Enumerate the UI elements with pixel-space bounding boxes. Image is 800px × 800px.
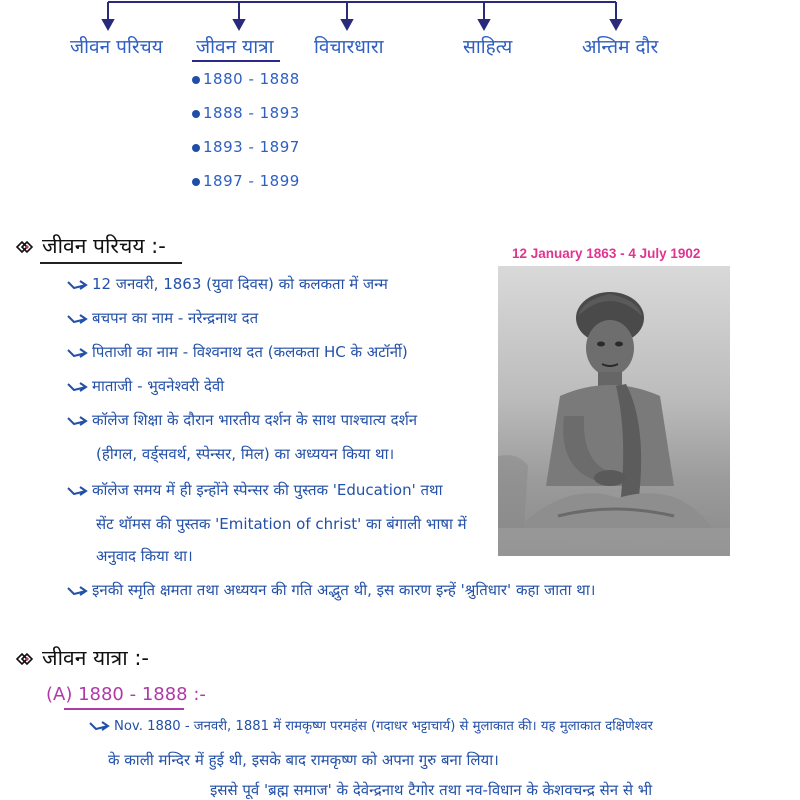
branch-sahitya: साहित्य <box>463 36 513 58</box>
bullet-dot-icon <box>192 144 200 152</box>
intro-point: इनकी स्मृति क्षमता तथा अध्ययन की गति अद्भुत थी, इस कारण इन्हें 'श्रुतिधार' कहा जाता था। <box>66 580 595 600</box>
hand-arrow-icon <box>66 415 88 427</box>
journey-line: इससे पूर्व 'ब्रह्म समाज' के देवेन्द्रनाथ टैगोर तथा नव-विधान के केशवचन्द्र सेन से भी <box>210 781 653 799</box>
timeline-item: 1888 - 1893 <box>192 104 300 122</box>
hand-arrow-icon <box>66 485 88 497</box>
intro-point: कॉलेज समय में ही इन्होंने स्पेन्सर की पुस्तक 'Education' तथा <box>66 480 443 500</box>
intro-point-continuation: अनुवाद किया था। <box>96 547 193 565</box>
section-underline <box>40 262 182 264</box>
branch-jivan-parichay: जीवन परिचय <box>70 36 163 58</box>
branch-underline <box>192 60 280 62</box>
branch-vichardhara: विचारधारा <box>314 36 384 58</box>
diamond-bullet-icon <box>16 651 38 667</box>
hand-arrow-icon <box>66 313 88 325</box>
diamond-bullet-icon <box>16 239 38 255</box>
journey-line: Nov. 1880 - जनवरी, 1881 में रामकृष्ण परमहंस (गदाधर भट्टाचार्य) से मुलाकात की। यह मुलाकात दक्षिणेश्वर <box>88 716 653 734</box>
intro-point-continuation: (हीगल, वर्ड्सवर्थ, स्पेन्सर, मिल) का अध्ययन किया था। <box>96 445 395 463</box>
timeline-item: 1897 - 1899 <box>192 172 300 190</box>
intro-point: माताजी - भुवनेश्वरी देवी <box>66 376 224 396</box>
section-heading-journey: जीवन यात्रा :- <box>16 644 149 672</box>
branch-jivan-yatra: जीवन यात्रा <box>196 36 274 58</box>
section-heading-intro: जीवन परिचय :- <box>16 232 166 260</box>
journey-line: के काली मन्दिर में हुई थी, इसके बाद रामकृष्ण को अपना गुरु बना लिया। <box>108 751 499 769</box>
intro-point-continuation: सेंट थॉमस की पुस्तक 'Emitation of christ' का बंगाली भाषा में <box>96 515 467 533</box>
intro-point: बचपन का नाम - नरेन्द्रनाथ दत <box>66 308 258 328</box>
timeline-item: 1880 - 1888 <box>192 70 300 88</box>
intro-point: 12 जनवरी, 1863 (युवा दिवस) को कलकता में जन्म <box>66 274 388 294</box>
branch-antim-daur: अन्तिम दौर <box>582 36 659 58</box>
portrait-photo <box>498 266 730 556</box>
bullet-dot-icon <box>192 110 200 118</box>
bullet-dot-icon <box>192 76 200 84</box>
photo-caption: 12 January 1863 - 4 July 1902 <box>512 246 701 261</box>
hand-arrow-icon <box>66 381 88 393</box>
hand-arrow-icon <box>66 585 88 597</box>
sub-heading-underline <box>64 708 184 710</box>
journey-sub-heading: (A) 1880 - 1888 :- <box>46 684 206 705</box>
portrait-figure <box>498 266 730 556</box>
bullet-dot-icon <box>192 178 200 186</box>
intro-point: पिताजी का नाम - विश्वनाथ दत (कलकता HC के अटॉर्नी) <box>66 342 408 362</box>
intro-point: कॉलेज शिक्षा के दौरान भारतीय दर्शन के साथ पाश्चात्य दर्शन <box>66 410 417 430</box>
hand-arrow-icon <box>88 720 110 732</box>
timeline-item: 1893 - 1897 <box>192 138 300 156</box>
hand-arrow-icon <box>66 347 88 359</box>
hand-arrow-icon <box>66 279 88 291</box>
